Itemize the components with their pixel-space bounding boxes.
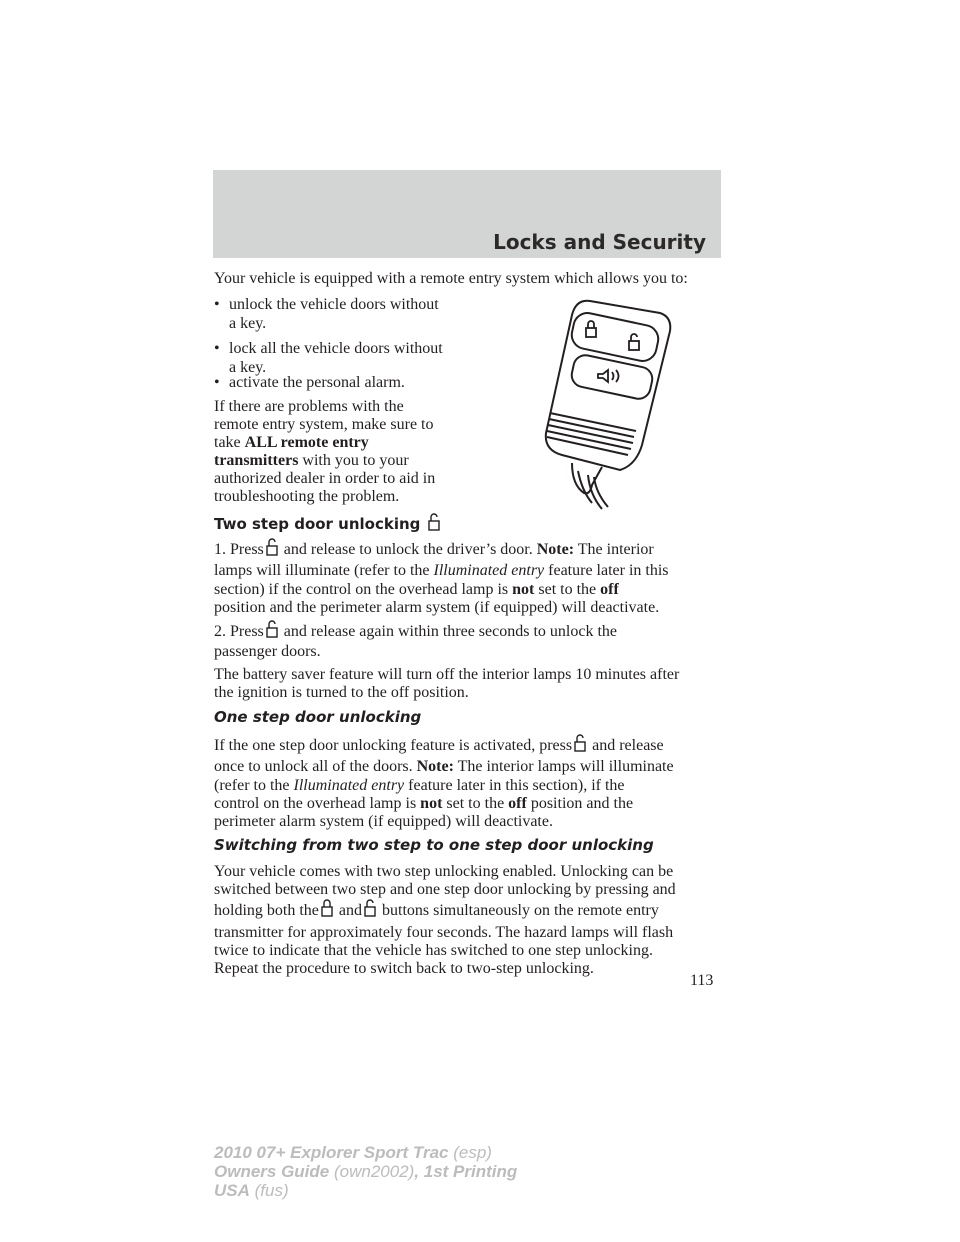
problems-line: take ALL remote entry xyxy=(214,434,369,451)
footer-line: USA (fus) xyxy=(214,1181,289,1200)
problems-line: transmitters with you to your xyxy=(214,452,409,469)
lock-icon xyxy=(320,899,334,917)
header-band xyxy=(213,170,721,258)
two-step-line: lamps will illuminate (refer to the Illuminated entry feature later in this xyxy=(214,562,669,579)
bullet-icon: • xyxy=(214,374,220,391)
bullet-icon: • xyxy=(214,340,220,357)
one-step-line: If the one step door unlocking feature is activated, press and release xyxy=(214,734,664,756)
problems-line: authorized dealer in order to aid in xyxy=(214,470,436,487)
one-step-line: control on the overhead lamp is not set to the off position and the xyxy=(214,795,634,812)
unlock-icon xyxy=(427,513,441,531)
unlock-icon xyxy=(363,899,377,917)
switching-line: Repeat the procedure to switch back to two-step unlocking. xyxy=(214,960,594,977)
two-step-line: 2. Press and release again within three seconds to unlock the xyxy=(214,620,617,642)
bullet-line: a key. xyxy=(229,359,267,376)
one-step-line: (refer to the Illuminated entry feature later in this section), if the xyxy=(214,777,625,794)
key-fob-illustration xyxy=(532,295,704,515)
bullet-icon: • xyxy=(214,296,220,313)
bullet-line: a key. xyxy=(229,315,267,332)
two-step-heading: Two step door unlocking xyxy=(214,513,442,533)
intro-text: Your vehicle is equipped with a remote entry system which allows you to: xyxy=(214,270,688,287)
switching-line: twice to indicate that the vehicle has switched to one step unlocking. xyxy=(214,942,653,959)
battery-line: the ignition is turned to the off position. xyxy=(214,684,469,701)
one-step-line: perimeter alarm system (if equipped) will deactivate. xyxy=(214,813,553,830)
switching-heading: Switching from two step to one step door unlocking xyxy=(214,836,654,854)
two-step-line: section) if the control on the overhead lamp is not set to the off xyxy=(214,581,619,598)
footer-line: Owners Guide (own2002), 1st Printing xyxy=(214,1162,518,1181)
problems-line: troubleshooting the problem. xyxy=(214,488,400,505)
section-title: Locks and Security xyxy=(493,230,706,254)
two-step-line: position and the perimeter alarm system (if equipped) will deactivate. xyxy=(214,599,660,616)
switching-line: Your vehicle comes with two step unlocking enabled. Unlocking can be xyxy=(214,863,674,880)
one-step-line: once to unlock all of the doors. Note: The interior lamps will illuminate xyxy=(214,758,674,775)
footer-line: 2010 07+ Explorer Sport Trac (esp) xyxy=(214,1143,492,1162)
battery-line: The battery saver feature will turn off the interior lamps 10 minutes after xyxy=(214,666,680,683)
bullet-line: lock all the vehicle doors without xyxy=(229,340,443,357)
switching-line: transmitter for approximately four seconds. The hazard lamps will flash xyxy=(214,924,674,941)
unlock-icon xyxy=(573,734,587,752)
unlock-icon xyxy=(265,538,279,556)
unlock-icon xyxy=(265,620,279,638)
page-number: 113 xyxy=(690,972,714,989)
switching-line: switched between two step and one step door unlocking by pressing and xyxy=(214,881,676,898)
problems-line: remote entry system, make sure to xyxy=(214,416,434,433)
bullet-line: activate the personal alarm. xyxy=(229,374,405,391)
bullet-line: unlock the vehicle doors without xyxy=(229,296,439,313)
two-step-line: passenger doors. xyxy=(214,643,321,660)
problems-line: If there are problems with the xyxy=(214,398,404,415)
two-step-line: 1. Press and release to unlock the driver’s door. Note: The interior xyxy=(214,538,654,560)
switching-line: holding both the and buttons simultaneously on the remote entry xyxy=(214,899,659,921)
one-step-heading: One step door unlocking xyxy=(214,708,422,726)
